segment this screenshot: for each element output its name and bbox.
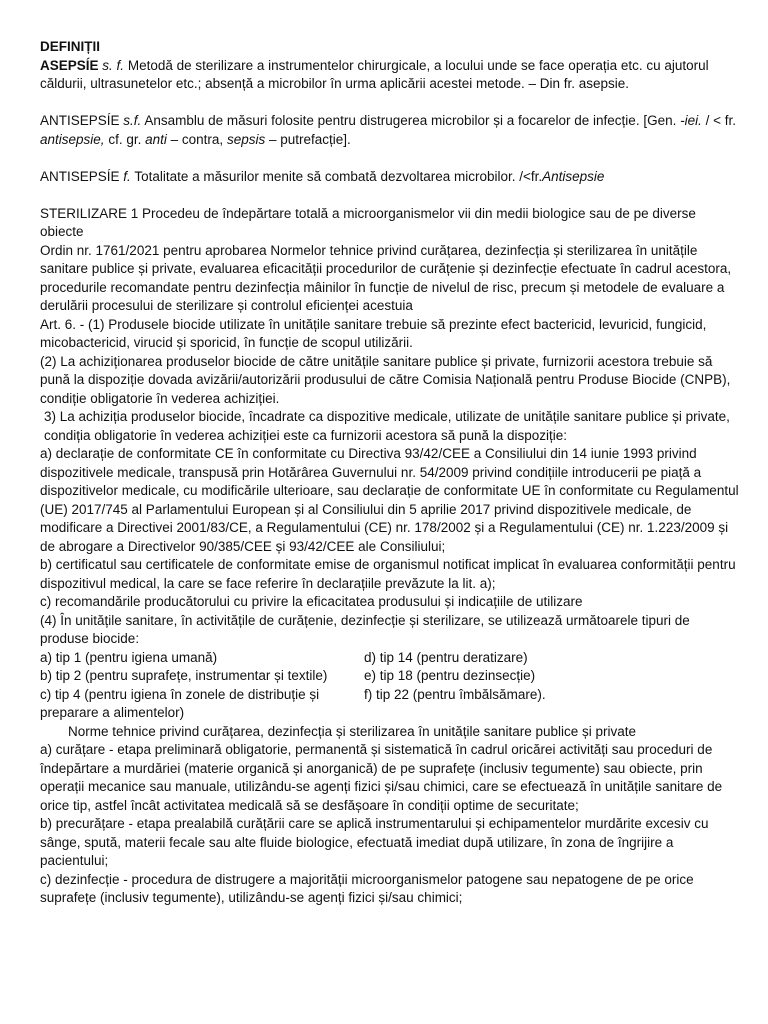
- pos-antisepsie-1: s.f.: [123, 113, 142, 128]
- text-antisepsie-2: Totalitate a măsurilor menite să combată dezvoltarea microbilor. /<fr.: [134, 168, 543, 184]
- biocide-types-list: [40, 649, 740, 723]
- gen-antisepsie: -iei.: [680, 113, 702, 128]
- text-sterilizare: 1 Procedeu de îndepărtare totală a microorganismelor vii din medii biologice sau de pe diverse obiecte: [40, 205, 696, 239]
- art6-paragraph-3: 3) La achiziția produselor biocide, încadrate ca dispozitive medicale, utilizate de unitățile sanitare publice și private, condiția obligatorie în vederea achiziției este ca furnizorii acestora să pună la dispoziție:: [44, 409, 730, 443]
- text-antisepsie-1b: / < fr.: [705, 113, 737, 128]
- definition-asepsie: [40, 57, 740, 94]
- pos-antisepsie-2: f.: [123, 168, 131, 184]
- art6-paragraph-4: (4) În unitățile sanitare, în activitățile de curățenie, dezinfecție și sterilizare, se utilizează următoarele tipuri de produse biocide:: [40, 612, 690, 646]
- norme-definition-c: c) dezinfecție - procedura de distrugere a majorității microorganismelor patogene sau nepatogene de pe orice suprafețe (inclusiv tegumente), utilizându-se agenți fizici și/sau chimici;: [40, 871, 694, 905]
- document-page: [40, 38, 740, 908]
- text-antisepsie-1a: Ansamblu de măsuri folosite pentru distrugerea microbilor și a focarelor de infecție. [Gen.: [144, 113, 677, 128]
- text-antisepsie-1e: – putrefacție].: [268, 131, 351, 147]
- definition-sterilizare: [40, 205, 740, 242]
- term-sterilizare: STERILIZARE: [40, 205, 128, 221]
- art6-paragraph-2: (2) La achiziționarea produselor biocide de către unitățile sanitare publice și private, furnizorii acestora trebuie să pună la dispoziție dovada avizării/autorizării produsului de către Comisia Națională pentru Produse Biocide (CNPB), condiție obligatorie în vederea achiziției.: [40, 353, 731, 406]
- term-asepsie: ASEPSÍE: [40, 57, 99, 73]
- norme-definition-b: b) precurățare - etapa prealabilă curățării care se aplică instrumentarului și echipamentelor murdărite excesiv cu sânge, spută, materii fecale sau alte fluide biologice, efectuată imediat după utilizare, în zona de îngrijire a pacientului;: [40, 816, 709, 868]
- text-antisepsie-1c: cf. gr.: [108, 131, 142, 147]
- text-asepsie: Metodă de sterilizare a instrumentelor chirurgicale, a locului unde se face operația etc. cu ajutorul căldurii, ultrasunetelor etc.; absență a microbilor în urma aplicării acestei metode. – Din fr. asepsie.: [40, 57, 709, 91]
- fr-antisepsie-2: Antisepsie: [542, 168, 605, 184]
- art6-paragraph-3b: b) certificatul sau certificatele de conformitate emise de organismul notificat implicat în evaluarea conformității pentru dispozitivul medical, la care se face referire în declarațiile prevăzute la lit. a);: [40, 557, 736, 591]
- biocide-list-item: a) tip 1 (pentru igiena umană): [40, 649, 218, 665]
- definition-antisepsie-1: [40, 112, 740, 149]
- biocide-list-item: c) tip 4 (pentru igiena în zonele de distribuție și preparare a alimentelor): [40, 686, 320, 720]
- norme-definition-a: a) curățare - etapa preliminară obligatorie, permanentă și sistematică în cadrul oricărei activități sau proceduri de îndepărtare a murdăriei (materie organică și anorganică) de pe suprafețe (inclusiv tegumente) sau obiecte, prin operații mecanice sau manuale, utilizându-se agenți fizici și/sau chimici, care se efectuează în unitățile sanitare de orice tip, astfel încât activitatea medicală să se desfășoare în condiții optime de securitate;: [40, 742, 723, 813]
- heading-definitii: DEFINIȚII: [40, 39, 100, 54]
- definition-antisepsie-2: [40, 168, 740, 187]
- biocide-list-item: e) tip 18 (pentru dezinsecție): [364, 668, 536, 683]
- fr-antisepsie: antisepsie,: [40, 131, 105, 147]
- gr-sepsis: sepsis: [226, 131, 266, 147]
- pos-asepsie: s. f.: [102, 57, 125, 73]
- biocide-list-item: f) tip 22 (pentru îmbălsămare).: [364, 686, 546, 702]
- term-antisepsie-2: ANTISEPSÍE: [40, 168, 120, 184]
- art6-paragraph-3a: a) declarație de conformitate CE în conformitate cu Directiva 93/42/CEE a Consiliului din 14 iunie 1993 privind dispozitivele medicale, transpusă prin Hotărârea Guvernului nr. 54/2009 privind condițiile introducerii pe piață a dispozitivelor medicale, cu modificările ulterioare, sau declarație de conformitate UE în conformitate cu Regulamentul (UE) 2017/745 al Parlamentului European și al Consiliului din 5 aprilie 2017 privind dispozitivele medicale, de modificare a Directivei 2001/83/CE, a Regulamentului (CE) nr. 178/2002 și a Regulamentului (CE) nr. 1.223/2009 și de abrogare a Directivelor 90/385/CEE și 93/42/CEE ale Consiliului;: [40, 446, 739, 554]
- ordin-title: Ordin nr. 1761/2021 pentru aprobarea Normelor tehnice privind curățarea, dezinfecția și sterilizarea în unitățile sanitare publice și private, evaluarea eficacității procedurilor de curățenie și dezinfecție efectuate în cadrul acestora, procedurile recomandate pentru dezinfecția mâinilor în funcție de nivelul de risc, precum și metodele de evaluare a derulării procesului de sterilizare și controlul eficienței acestuia: [40, 242, 732, 313]
- text-antisepsie-1d: – contra,: [170, 131, 224, 147]
- art6-paragraph-1: Art. 6. - (1) Produsele biocide utilizate în unitățile sanitare trebuie să prezinte efect bactericid, levuricid, fungicid, micobactericid, virucid și sporicid, în funcție de scopul utilizării.: [40, 316, 707, 350]
- biocide-list-item: d) tip 14 (pentru deratizare): [364, 649, 528, 665]
- art6-paragraph-3c: c) recomandările producătorului cu privire la eficacitatea produsului și indicațiile de utilizare: [40, 594, 583, 609]
- term-antisepsie-1: ANTISEPSÍE: [40, 113, 120, 128]
- gr-anti: anti: [145, 131, 167, 147]
- biocide-list-item: b) tip 2 (pentru suprafețe, instrumentar și textile): [40, 668, 328, 683]
- norme-title: Norme tehnice privind curățarea, dezinfecția și sterilizarea în unitățile sanitare publice și private: [68, 723, 637, 739]
